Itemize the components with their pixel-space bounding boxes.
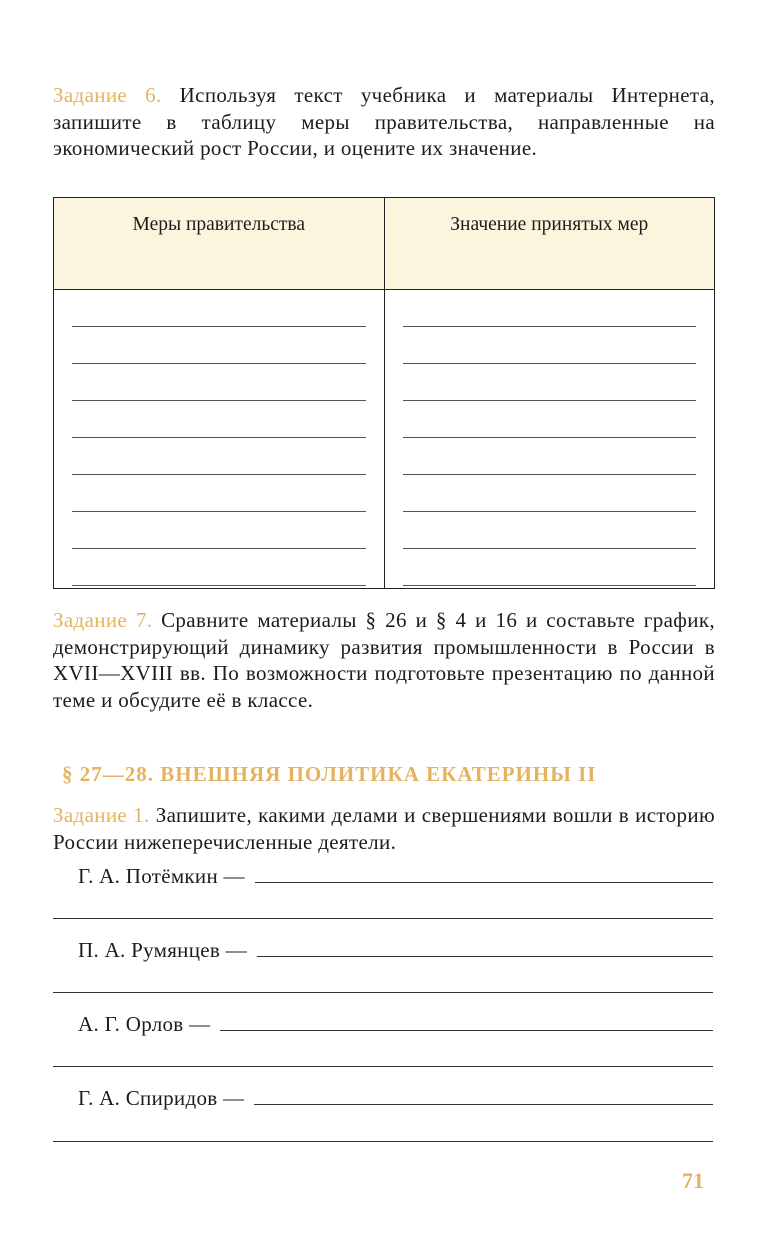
writing-line[interactable] [72, 549, 366, 586]
writing-line[interactable] [72, 475, 366, 512]
measures-cell[interactable] [54, 290, 385, 589]
task-1-label: Задание 1. [53, 803, 150, 827]
answer-line[interactable] [254, 1103, 713, 1105]
answer-line[interactable] [255, 881, 713, 883]
section-heading: § 27—28. ВНЕШНЯЯ ПОЛИТИКА ЕКАТЕРИНЫ II [62, 762, 597, 786]
col-header-significance: Значение принятых мер [384, 198, 715, 290]
person-name: А. Г. Орлов — [78, 1012, 211, 1036]
task-6-paragraph [53, 82, 715, 162]
writing-line[interactable] [403, 549, 697, 586]
writing-line[interactable] [72, 438, 366, 475]
writing-line[interactable] [72, 401, 366, 438]
person-row-rumyantsev [78, 938, 713, 963]
writing-line[interactable] [403, 512, 697, 549]
task-1-text: Запишите, какими делами и свершениями вошли в историю России нижеперечисленные деятели. [53, 803, 715, 854]
writing-line[interactable] [403, 364, 697, 401]
task-6-text: Используя текст учебника и материалы Интернета, запишите в таблицу меры правительства, направленные на экономический рост России, и оцените их значение. [53, 83, 715, 160]
person-name: Г. А. Спиридов — [78, 1086, 245, 1110]
answer-line[interactable] [53, 1066, 713, 1067]
task-7-label: Задание 7. [53, 608, 153, 632]
answer-line[interactable] [257, 955, 713, 957]
person-name: П. А. Румянцев — [78, 938, 247, 962]
person-row-potemkin [78, 864, 713, 889]
writing-line[interactable] [403, 401, 697, 438]
writing-line[interactable] [403, 438, 697, 475]
significance-cell[interactable] [384, 290, 715, 589]
answer-line[interactable] [53, 1141, 713, 1142]
writing-line[interactable] [72, 327, 366, 364]
measures-table [53, 197, 715, 589]
col-header-measures: Меры правительства [54, 198, 385, 290]
writing-line[interactable] [403, 475, 697, 512]
answer-line[interactable] [53, 918, 713, 919]
person-row-orlov [78, 1012, 713, 1037]
page-number: 71 [682, 1168, 704, 1193]
answer-line[interactable] [220, 1029, 713, 1031]
writing-line[interactable] [72, 512, 366, 549]
task-7-text: Сравните материалы § 26 и § 4 и 16 и составьте график, демонстрирующий динамику развития промышленности в России в XVII—XVIII вв. По возможности подготовьте презентацию по данной теме и обсудите её в классе. [53, 608, 715, 712]
person-row-spiridov [78, 1086, 713, 1111]
answer-line[interactable] [53, 992, 713, 993]
writing-line[interactable] [403, 319, 697, 327]
person-name: Г. А. Потёмкин — [78, 864, 245, 888]
task-6-label: Задание 6. [53, 83, 162, 107]
task-1-paragraph [53, 802, 715, 855]
writing-line[interactable] [72, 364, 366, 401]
writing-line[interactable] [403, 327, 697, 364]
writing-line[interactable] [72, 319, 366, 327]
task-7-paragraph [53, 607, 715, 713]
